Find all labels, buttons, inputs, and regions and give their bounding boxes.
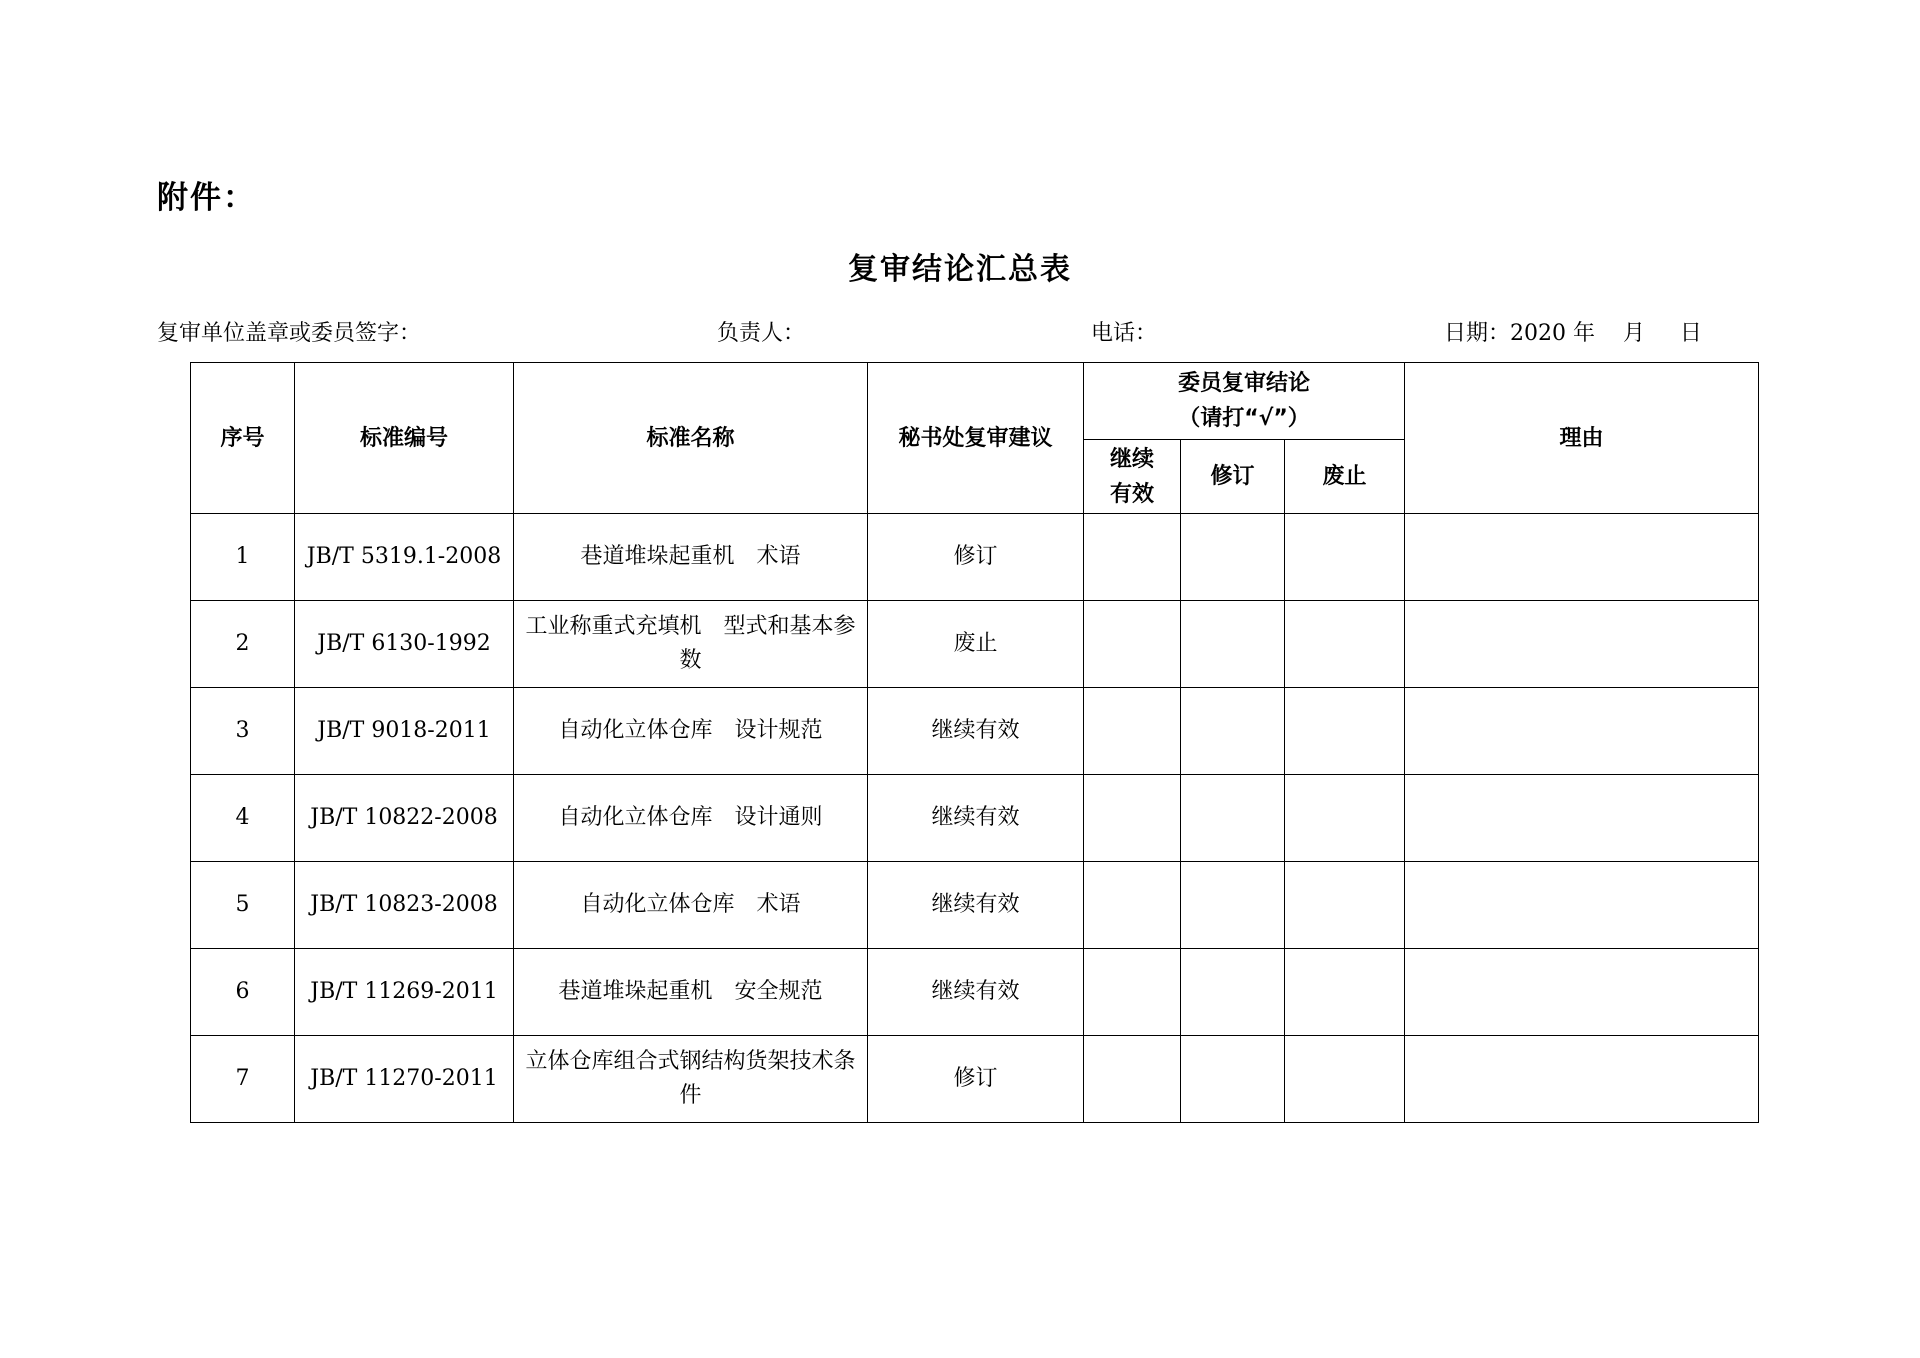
row-standard-name: 巷道堆垛起重机 安全规范 xyxy=(514,949,868,1036)
review-summary-table xyxy=(190,362,1759,1123)
header-reason: 理由 xyxy=(1405,363,1759,514)
signature-label: 复审单位盖章或委员签字： xyxy=(157,321,422,346)
row-check-abolish[interactable] xyxy=(1285,688,1405,775)
header-member-conclusion xyxy=(1084,363,1405,440)
row-check-continue-valid[interactable] xyxy=(1084,949,1181,1036)
header-index: 序号 xyxy=(191,363,295,514)
table-row xyxy=(191,1036,1759,1123)
table-row xyxy=(191,949,1759,1036)
row-reason[interactable] xyxy=(1405,949,1759,1036)
row-check-abolish[interactable] xyxy=(1285,949,1405,1036)
row-index: 3 xyxy=(191,688,295,775)
row-check-abolish[interactable] xyxy=(1285,1036,1405,1123)
row-standard-number: JB/T 10823-2008 xyxy=(295,862,514,949)
row-check-revise[interactable] xyxy=(1181,514,1285,601)
row-reason[interactable] xyxy=(1405,514,1759,601)
table-row xyxy=(191,862,1759,949)
row-standard-number: JB/T 11269-2011 xyxy=(295,949,514,1036)
header-secretariat-suggestion: 秘书处复审建议 xyxy=(868,363,1084,514)
header-revise: 修订 xyxy=(1181,440,1285,514)
row-index: 1 xyxy=(191,514,295,601)
row-check-continue-valid[interactable] xyxy=(1084,862,1181,949)
row-standard-name: 自动化立体仓库 设计通则 xyxy=(514,775,868,862)
row-standard-number: JB/T 11270-2011 xyxy=(295,1036,514,1123)
row-index: 6 xyxy=(191,949,295,1036)
row-index: 2 xyxy=(191,601,295,688)
row-standard-number: JB/T 6130-1992 xyxy=(295,601,514,688)
phone-label: 电话： xyxy=(1091,321,1158,346)
row-secretariat-suggestion: 修订 xyxy=(868,514,1084,601)
row-check-revise[interactable] xyxy=(1181,1036,1285,1123)
table-row xyxy=(191,775,1759,862)
row-standard-name: 自动化立体仓库 术语 xyxy=(514,862,868,949)
row-reason[interactable] xyxy=(1405,601,1759,688)
header-abolish: 废止 xyxy=(1285,440,1405,514)
table-row xyxy=(191,514,1759,601)
row-secretariat-suggestion: 继续有效 xyxy=(868,949,1084,1036)
header-standard-name: 标准名称 xyxy=(514,363,868,514)
row-check-revise[interactable] xyxy=(1181,601,1285,688)
row-secretariat-suggestion: 修订 xyxy=(868,1036,1084,1123)
row-check-revise[interactable] xyxy=(1181,688,1285,775)
row-secretariat-suggestion: 继续有效 xyxy=(868,775,1084,862)
row-standard-name: 立体仓库组合式钢结构货架技术条件 xyxy=(514,1036,868,1123)
row-reason[interactable] xyxy=(1405,1036,1759,1123)
document-title: 复审结论汇总表 xyxy=(848,252,1072,287)
row-check-revise[interactable] xyxy=(1181,775,1285,862)
row-standard-number: JB/T 5319.1-2008 xyxy=(295,514,514,601)
row-check-continue-valid[interactable] xyxy=(1084,1036,1181,1123)
header-continue-valid-line1: 继续 xyxy=(1109,446,1154,472)
row-check-continue-valid[interactable] xyxy=(1084,514,1181,601)
row-secretariat-suggestion: 继续有效 xyxy=(868,688,1084,775)
row-check-revise[interactable] xyxy=(1181,949,1285,1036)
row-index: 4 xyxy=(191,775,295,862)
row-standard-name: 自动化立体仓库 设计规范 xyxy=(514,688,868,775)
row-check-continue-valid[interactable] xyxy=(1084,775,1181,862)
row-check-continue-valid[interactable] xyxy=(1084,688,1181,775)
row-check-abolish[interactable] xyxy=(1285,862,1405,949)
row-index: 7 xyxy=(191,1036,295,1123)
row-secretariat-suggestion: 废止 xyxy=(868,601,1084,688)
header-continue-valid-line2: 有效 xyxy=(1109,481,1154,507)
row-reason[interactable] xyxy=(1405,862,1759,949)
header-standard-number: 标准编号 xyxy=(295,363,514,514)
table-row xyxy=(191,688,1759,775)
header-member-conclusion-hint: （请打“√”） xyxy=(1178,406,1310,431)
row-standard-number: JB/T 9018-2011 xyxy=(295,688,514,775)
date-field: 日期：2020 年 月 日 xyxy=(1444,321,1702,346)
attachment-label: 附件： xyxy=(157,180,256,216)
row-index: 5 xyxy=(191,862,295,949)
row-reason[interactable] xyxy=(1405,688,1759,775)
row-check-abolish[interactable] xyxy=(1285,514,1405,601)
table-row xyxy=(191,601,1759,688)
header-continue-valid xyxy=(1084,440,1181,514)
row-standard-name: 巷道堆垛起重机 术语 xyxy=(514,514,868,601)
row-check-abolish[interactable] xyxy=(1285,775,1405,862)
row-check-revise[interactable] xyxy=(1181,862,1285,949)
row-reason[interactable] xyxy=(1405,775,1759,862)
header-member-conclusion-title: 委员复审结论 xyxy=(1177,371,1310,396)
row-check-abolish[interactable] xyxy=(1285,601,1405,688)
row-standard-number: JB/T 10822-2008 xyxy=(295,775,514,862)
row-check-continue-valid[interactable] xyxy=(1084,601,1181,688)
owner-label: 负责人： xyxy=(717,321,806,346)
row-secretariat-suggestion: 继续有效 xyxy=(868,862,1084,949)
header-row-top xyxy=(191,363,1759,440)
row-standard-name: 工业称重式充填机 型式和基本参数 xyxy=(514,601,868,688)
